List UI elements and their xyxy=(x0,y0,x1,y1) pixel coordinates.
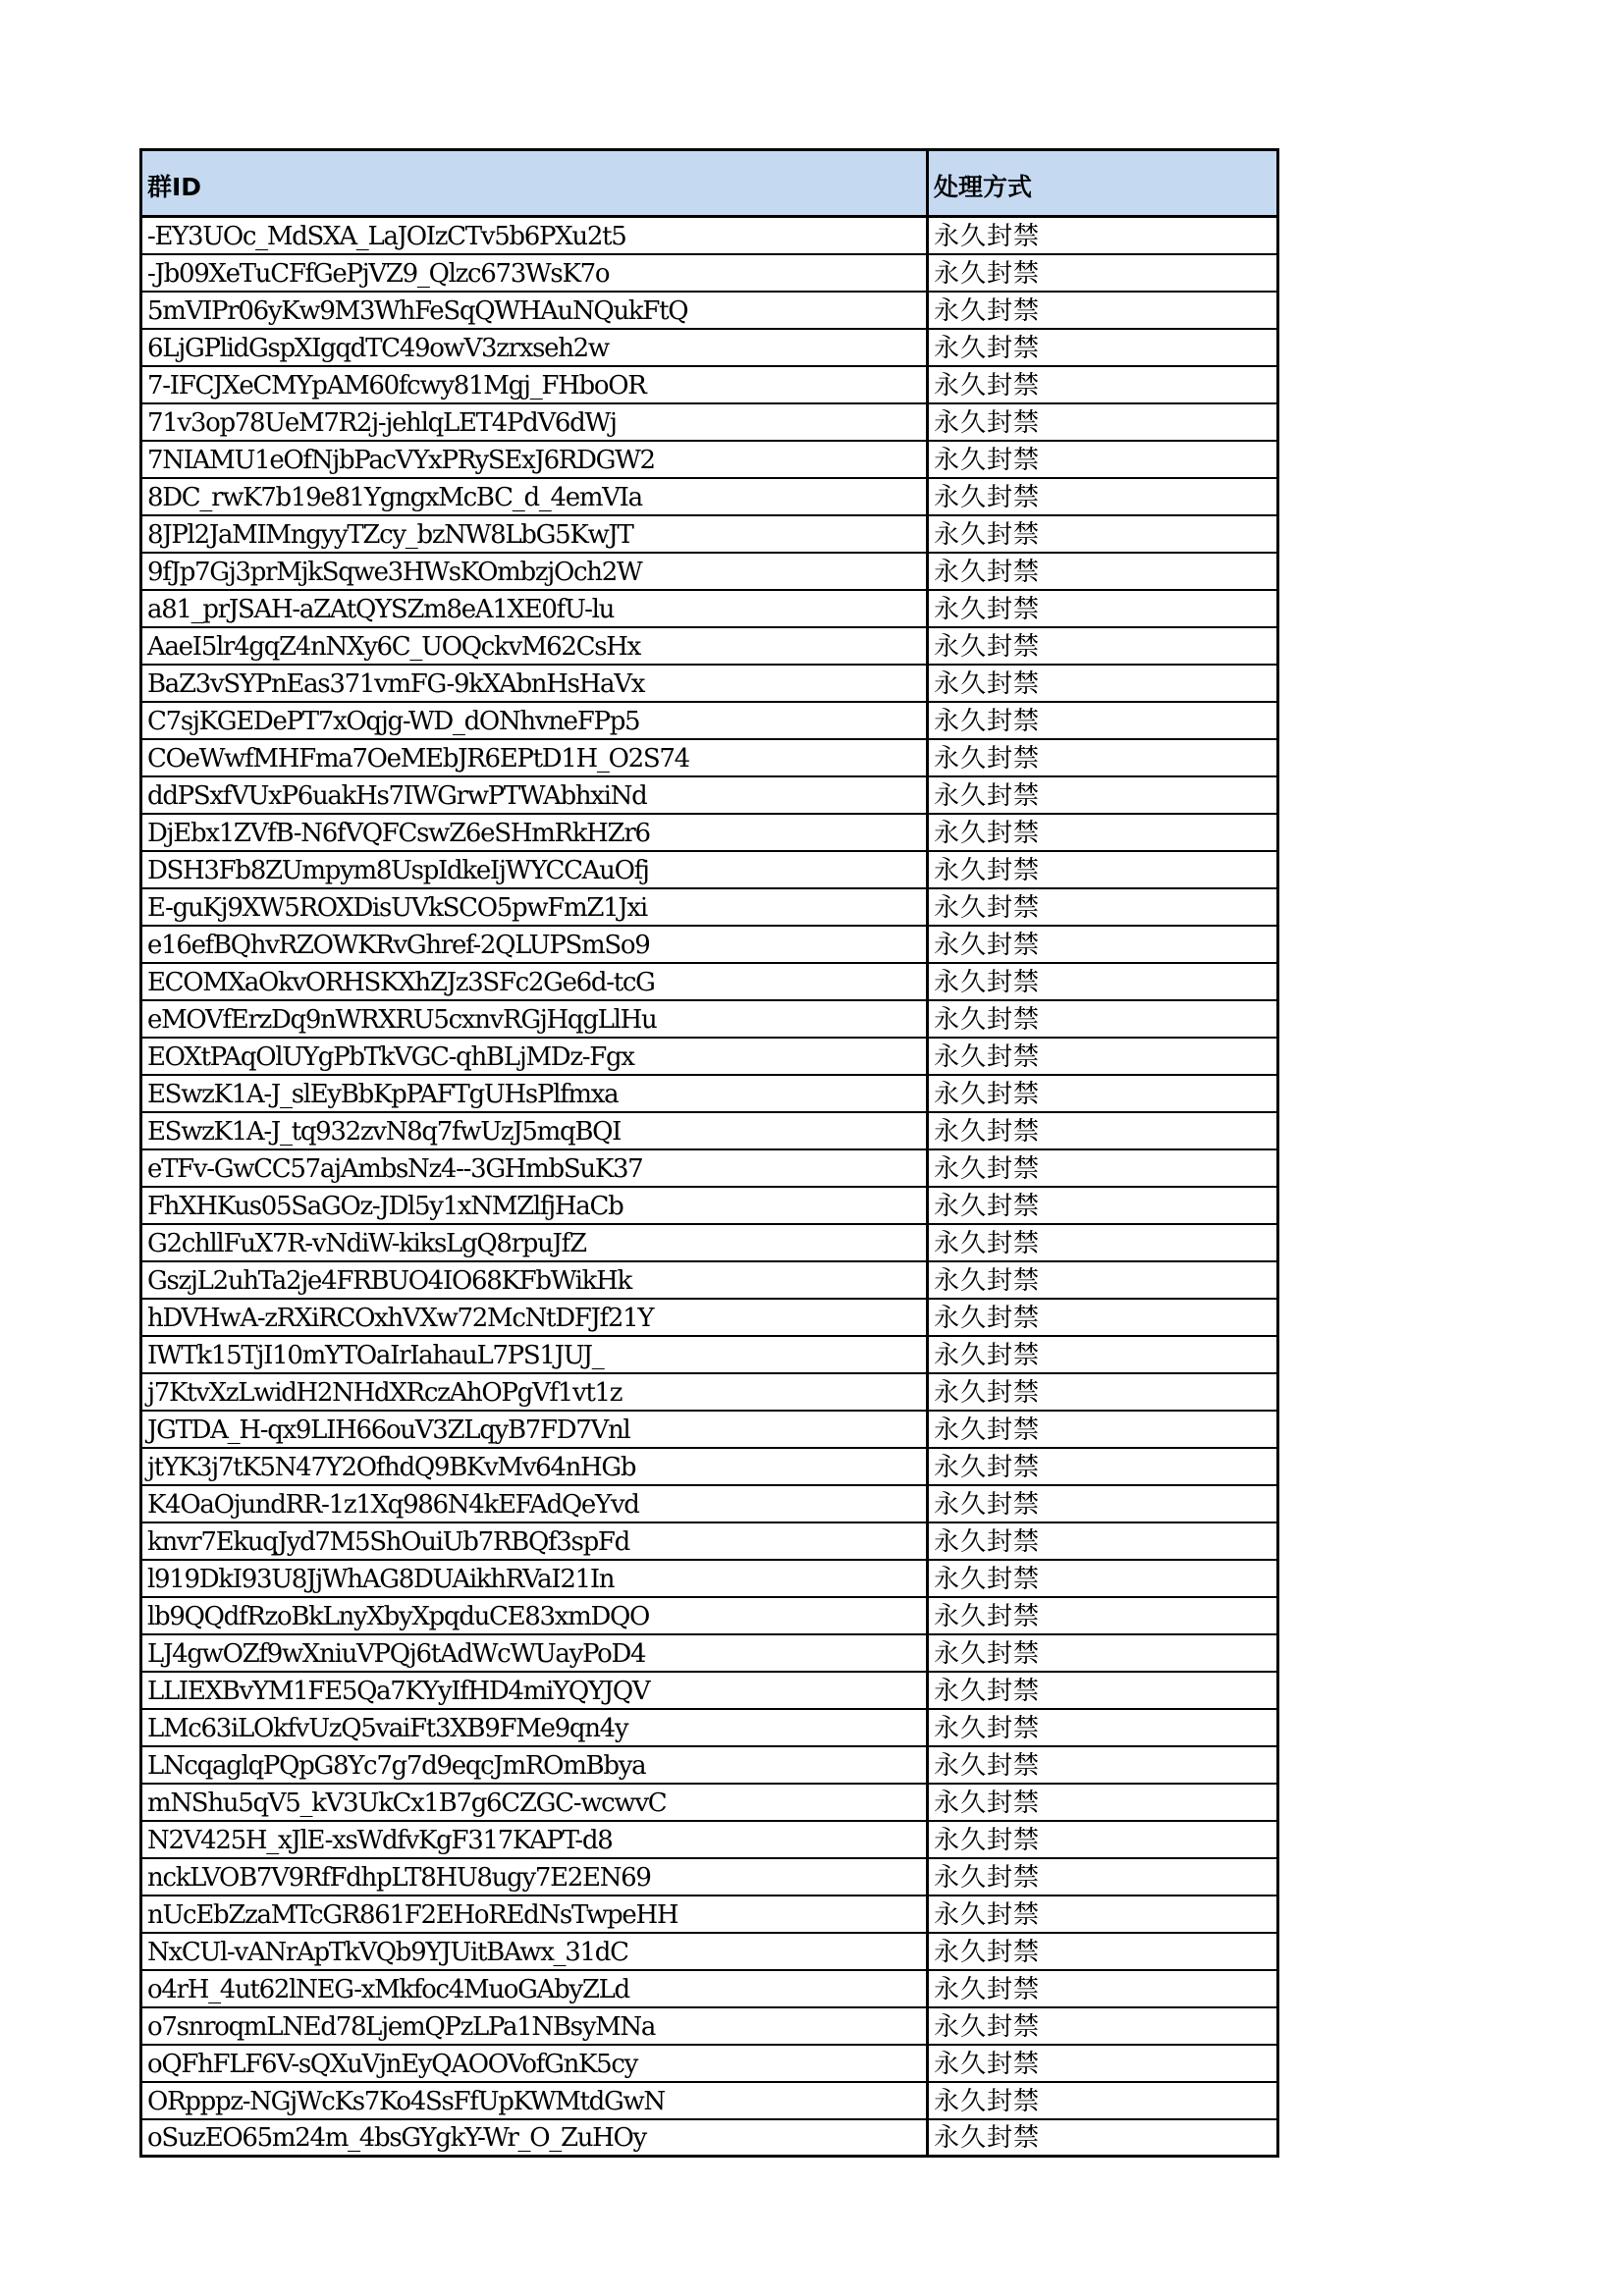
table-row xyxy=(141,2119,1278,2157)
action-cell: 永久封禁 xyxy=(928,2045,1278,2082)
action-cell: 永久封禁 xyxy=(928,1373,1278,1411)
action-cell: 永久封禁 xyxy=(928,1746,1278,1784)
table-row xyxy=(141,665,1278,702)
action-cell: 永久封禁 xyxy=(928,1485,1278,1522)
action-cell: 永久封禁 xyxy=(928,553,1278,590)
action-cell: 永久封禁 xyxy=(928,254,1278,292)
table-row xyxy=(141,1187,1278,1224)
table-row xyxy=(141,366,1278,403)
action-cell: 永久封禁 xyxy=(928,1224,1278,1261)
group-id-cell: a81_prJSAH-aZAtQYSZm8eA1XE0fU-lu xyxy=(141,590,928,627)
table-row xyxy=(141,1112,1278,1149)
group-id-cell: NxCUl-vANrApTkVQb9YJUitBAwx_31dC xyxy=(141,1933,928,1970)
table-row xyxy=(141,739,1278,776)
group-id-cell: ddPSxfVUxP6uakHs7IWGrwPTWAbhxiNd xyxy=(141,776,928,814)
action-cell: 永久封禁 xyxy=(928,441,1278,478)
group-id-cell: LLIEXBvYM1FE5Qa7KYyIfHD4miYQYJQV xyxy=(141,1672,928,1709)
table-row xyxy=(141,888,1278,926)
action-cell: 永久封禁 xyxy=(928,814,1278,851)
group-id-cell: 7NIAMU1eOfNjbPacVYxPRySExJ6RDGW2 xyxy=(141,441,928,478)
action-cell: 永久封禁 xyxy=(928,888,1278,926)
ban-list-table xyxy=(139,148,1279,2158)
table-row xyxy=(141,217,1278,254)
group-id-cell: C7sjKGEDePT7xOqjg-WD_dONhvneFPp5 xyxy=(141,702,928,739)
table-row xyxy=(141,702,1278,739)
action-cell: 永久封禁 xyxy=(928,1299,1278,1336)
table-body xyxy=(141,217,1278,2157)
group-id-cell: 71v3op78UeM7R2j-jehlqLET4PdV6dWj xyxy=(141,403,928,441)
action-cell: 永久封禁 xyxy=(928,776,1278,814)
table-row xyxy=(141,1149,1278,1187)
action-cell: 永久封禁 xyxy=(928,1858,1278,1896)
group-id-cell: 8JPl2JaMIMngyyTZcy_bzNW8LbG5KwJT xyxy=(141,515,928,553)
table-row xyxy=(141,1411,1278,1448)
table-row xyxy=(141,292,1278,329)
action-cell: 永久封禁 xyxy=(928,1112,1278,1149)
action-cell: 永久封禁 xyxy=(928,1560,1278,1597)
group-id-cell: e16efBQhvRZOWKRvGhref-2QLUPSmSo9 xyxy=(141,926,928,963)
table-row xyxy=(141,2082,1278,2119)
group-id-cell: l919DkI93U8JjWhAG8DUAikhRVaI21In xyxy=(141,1560,928,1597)
header-group-id: 群ID xyxy=(141,150,928,217)
action-cell: 永久封禁 xyxy=(928,2082,1278,2119)
action-cell: 永久封禁 xyxy=(928,366,1278,403)
action-cell: 永久封禁 xyxy=(928,627,1278,665)
group-id-cell: ESwzK1A-J_tq932zvN8q7fwUzJ5mqBQI xyxy=(141,1112,928,1149)
action-cell: 永久封禁 xyxy=(928,1411,1278,1448)
group-id-cell: GszjL2uhTa2je4FRBUO4IO68KFbWikHk xyxy=(141,1261,928,1299)
action-cell: 永久封禁 xyxy=(928,1261,1278,1299)
group-id-cell: LNcqaglqPQpG8Yc7g7d9eqcJmROmBbya xyxy=(141,1746,928,1784)
action-cell: 永久封禁 xyxy=(928,1597,1278,1634)
table-row xyxy=(141,1858,1278,1896)
table-row xyxy=(141,1933,1278,1970)
table-row xyxy=(141,1448,1278,1485)
group-id-cell: G2chllFuX7R-vNdiW-kiksLgQ8rpuJfZ xyxy=(141,1224,928,1261)
table-row xyxy=(141,254,1278,292)
table-row xyxy=(141,441,1278,478)
table-row xyxy=(141,1299,1278,1336)
action-cell: 永久封禁 xyxy=(928,1000,1278,1038)
group-id-cell: mNShu5qV5_kV3UkCx1B7g6CZGC-wcwvC xyxy=(141,1784,928,1821)
action-cell: 永久封禁 xyxy=(928,2007,1278,2045)
action-cell: 永久封禁 xyxy=(928,217,1278,254)
action-cell: 永久封禁 xyxy=(928,1821,1278,1858)
table-row xyxy=(141,1784,1278,1821)
group-id-cell: j7KtvXzLwidH2NHdXRczAhOPgVf1vt1z xyxy=(141,1373,928,1411)
table-row xyxy=(141,963,1278,1000)
group-id-cell: o7snroqmLNEd78LjemQPzLPa1NBsyMNa xyxy=(141,2007,928,2045)
action-cell: 永久封禁 xyxy=(928,2119,1278,2157)
table-row xyxy=(141,776,1278,814)
table-row xyxy=(141,851,1278,888)
group-id-cell: IWTk15TjI10mYTOaIrIahauL7PS1JUJ_ xyxy=(141,1336,928,1373)
action-cell: 永久封禁 xyxy=(928,1896,1278,1933)
action-cell: 永久封禁 xyxy=(928,329,1278,366)
group-id-cell: -Jb09XeTuCFfGePjVZ9_Qlzc673WsK7o xyxy=(141,254,928,292)
action-cell: 永久封禁 xyxy=(928,851,1278,888)
action-cell: 永久封禁 xyxy=(928,1709,1278,1746)
table-row xyxy=(141,2045,1278,2082)
group-id-cell: -EY3UOc_MdSXA_LaJOIzCTv5b6PXu2t5 xyxy=(141,217,928,254)
group-id-cell: E-guKj9XW5ROXDisUVkSCO5pwFmZ1Jxi xyxy=(141,888,928,926)
group-id-cell: JGTDA_H-qx9LIH66ouV3ZLqyB7FD7Vnl xyxy=(141,1411,928,1448)
group-id-cell: ESwzK1A-J_slEyBbKpPAFTgUHsPlfmxa xyxy=(141,1075,928,1112)
table-row xyxy=(141,926,1278,963)
table-row xyxy=(141,1970,1278,2007)
group-id-cell: N2V425H_xJlE-xsWdfvKgF317KAPT-d8 xyxy=(141,1821,928,1858)
action-cell: 永久封禁 xyxy=(928,1038,1278,1075)
table-row xyxy=(141,1821,1278,1858)
group-id-cell: LMc63iLOkfvUzQ5vaiFt3XB9FMe9qn4y xyxy=(141,1709,928,1746)
table-row xyxy=(141,403,1278,441)
group-id-cell: nUcEbZzaMTcGR861F2EHoREdNsTwpeHH xyxy=(141,1896,928,1933)
table-row xyxy=(141,1634,1278,1672)
action-cell: 永久封禁 xyxy=(928,926,1278,963)
action-cell: 永久封禁 xyxy=(928,515,1278,553)
action-cell: 永久封禁 xyxy=(928,403,1278,441)
table-row xyxy=(141,2007,1278,2045)
group-id-cell: eMOVfErzDq9nWRXRU5cxnvRGjHqgLlHu xyxy=(141,1000,928,1038)
group-id-cell: AaeI5lr4gqZ4nNXy6C_UOQckvM62CsHx xyxy=(141,627,928,665)
table-row xyxy=(141,553,1278,590)
table-row xyxy=(141,1746,1278,1784)
group-id-cell: nckLVOB7V9RfFdhpLT8HU8ugy7E2EN69 xyxy=(141,1858,928,1896)
action-cell: 永久封禁 xyxy=(928,292,1278,329)
group-id-cell: lb9QQdfRzoBkLnyXbyXpqduCE83xmDQO xyxy=(141,1597,928,1634)
table-row xyxy=(141,1896,1278,1933)
action-cell: 永久封禁 xyxy=(928,1672,1278,1709)
table-row xyxy=(141,1336,1278,1373)
group-id-cell: 8DC_rwK7b19e81YgngxMcBC_d_4emVIa xyxy=(141,478,928,515)
action-cell: 永久封禁 xyxy=(928,1187,1278,1224)
table-row xyxy=(141,1709,1278,1746)
table-row xyxy=(141,1038,1278,1075)
action-cell: 永久封禁 xyxy=(928,963,1278,1000)
action-cell: 永久封禁 xyxy=(928,1336,1278,1373)
table-row xyxy=(141,627,1278,665)
group-id-cell: COeWwfMHFma7OeMEbJR6EPtD1H_O2S74 xyxy=(141,739,928,776)
action-cell: 永久封禁 xyxy=(928,478,1278,515)
group-id-cell: DjEbx1ZVfB-N6fVQFCswZ6eSHmRkHZr6 xyxy=(141,814,928,851)
group-id-cell: 6LjGPlidGspXIgqdTC49owV3zrxseh2w xyxy=(141,329,928,366)
group-id-cell: oQFhFLF6V-sQXuVjnEyQAOOVofGnK5cy xyxy=(141,2045,928,2082)
table-row xyxy=(141,1373,1278,1411)
group-id-cell: LJ4gwOZf9wXniuVPQj6tAdWcWUayPoD4 xyxy=(141,1634,928,1672)
group-id-cell: BaZ3vSYPnEas371vmFG-9kXAbnHsHaVx xyxy=(141,665,928,702)
table-row xyxy=(141,1224,1278,1261)
group-id-cell: eTFv-GwCC57ajAmbsNz4--3GHmbSuK37 xyxy=(141,1149,928,1187)
table-row xyxy=(141,1672,1278,1709)
table-row xyxy=(141,1597,1278,1634)
table-row xyxy=(141,329,1278,366)
action-cell: 永久封禁 xyxy=(928,1149,1278,1187)
action-cell: 永久封禁 xyxy=(928,1448,1278,1485)
group-id-cell: ECOMXaOkvORHSKXhZJz3SFc2Ge6d-tcG xyxy=(141,963,928,1000)
group-id-cell: 7-IFCJXeCMYpAM60fcwy81Mgj_FHboOR xyxy=(141,366,928,403)
action-cell: 永久封禁 xyxy=(928,665,1278,702)
table-row xyxy=(141,1560,1278,1597)
group-id-cell: K4OaOjundRR-1z1Xq986N4kEFAdQeYvd xyxy=(141,1485,928,1522)
group-id-cell: hDVHwA-zRXiRCOxhVXw72McNtDFJf21Y xyxy=(141,1299,928,1336)
action-cell: 永久封禁 xyxy=(928,702,1278,739)
action-cell: 永久封禁 xyxy=(928,1933,1278,1970)
action-cell: 永久封禁 xyxy=(928,590,1278,627)
group-id-cell: FhXHKus05SaGOz-JDl5y1xNMZlfjHaCb xyxy=(141,1187,928,1224)
action-cell: 永久封禁 xyxy=(928,739,1278,776)
table-row xyxy=(141,1485,1278,1522)
header-action: 处理方式 xyxy=(928,150,1278,217)
spreadsheet-page xyxy=(139,148,1276,2158)
group-id-cell: DSH3Fb8ZUmpym8UspIdkeIjWYCCAuOfj xyxy=(141,851,928,888)
table-row xyxy=(141,814,1278,851)
action-cell: 永久封禁 xyxy=(928,1634,1278,1672)
table-row xyxy=(141,515,1278,553)
table-row xyxy=(141,590,1278,627)
table-row xyxy=(141,1261,1278,1299)
group-id-cell: ORpppz-NGjWcKs7Ko4SsFfUpKWMtdGwN xyxy=(141,2082,928,2119)
group-id-cell: o4rH_4ut62lNEG-xMkfoc4MuoGAbyZLd xyxy=(141,1970,928,2007)
table-row xyxy=(141,1522,1278,1560)
group-id-cell: oSuzEO65m24m_4bsGYgkY-Wr_O_ZuHOy xyxy=(141,2119,928,2157)
group-id-cell: 5mVIPr06yKw9M3WhFeSqQWHAuNQukFtQ xyxy=(141,292,928,329)
table-row xyxy=(141,478,1278,515)
table-row xyxy=(141,1075,1278,1112)
action-cell: 永久封禁 xyxy=(928,1075,1278,1112)
header-row xyxy=(141,150,1278,217)
group-id-cell: jtYK3j7tK5N47Y2OfhdQ9BKvMv64nHGb xyxy=(141,1448,928,1485)
action-cell: 永久封禁 xyxy=(928,1970,1278,2007)
group-id-cell: knvr7EkuqJyd7M5ShOuiUb7RBQf3spFd xyxy=(141,1522,928,1560)
table-row xyxy=(141,1000,1278,1038)
action-cell: 永久封禁 xyxy=(928,1522,1278,1560)
group-id-cell: 9fJp7Gj3prMjkSqwe3HWsKOmbzjOch2W xyxy=(141,553,928,590)
group-id-cell: EOXtPAqOlUYgPbTkVGC-qhBLjMDz-Fgx xyxy=(141,1038,928,1075)
action-cell: 永久封禁 xyxy=(928,1784,1278,1821)
